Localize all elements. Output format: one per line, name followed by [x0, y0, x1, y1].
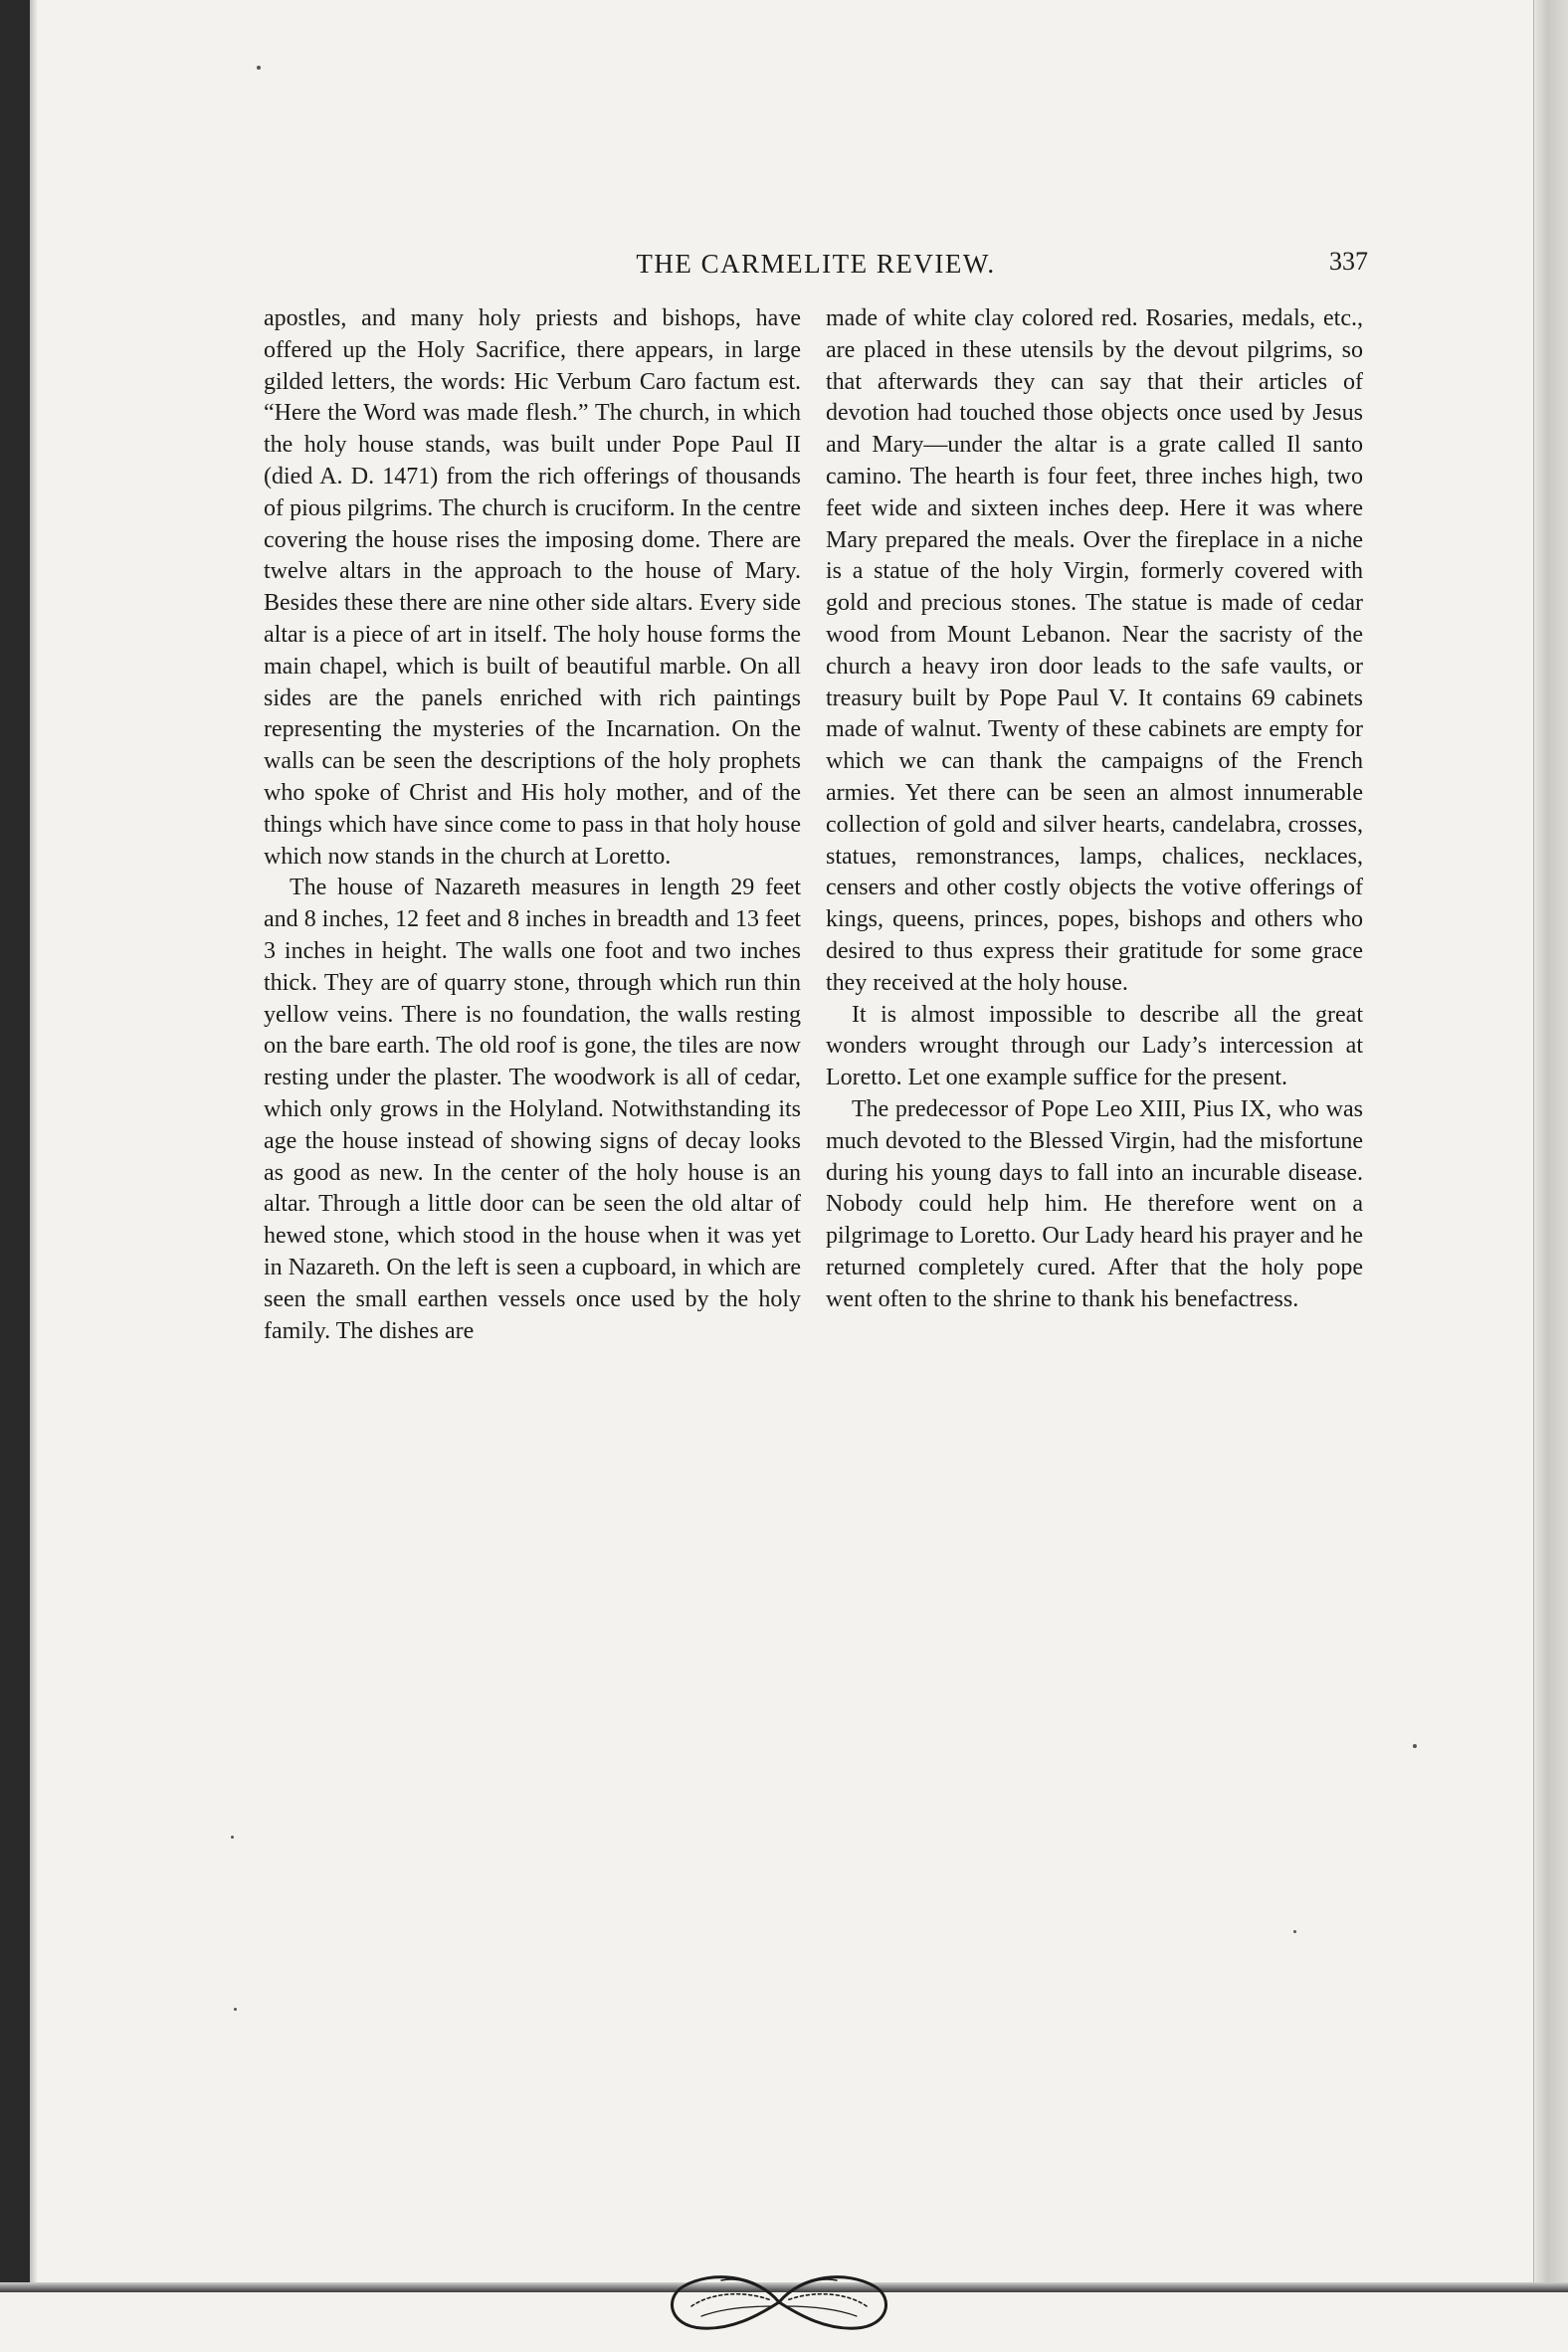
paragraph: apostles, and many holy priests and bishops, have offered up the Holy Sacrifice, there appears, in large gilded letters, the words: Hic Verbum Caro factum est. “Here the Word was made flesh.” The church, in which the holy house stands, was built under Pope Paul II (died A. D. 1471) from the rich offerings of thousands of pious pilgrims. The church is cruciform. In the centre covering the house rises the imposing dome. There are twelve altars in the approach to the house of Mary. Besides these there are nine other side altars. Every side altar is a piece of art in itself. The holy house forms the main chapel, which is built of beautiful marble. On all sides are the panels enriched with rich paintings representing the mysteries of the Incarnation. On the walls can be seen the descriptions of the holy prophets who spoke of Christ and His holy mother, and of the things which have since come to pass in that holy house which now stands in the church at Loretto.: [264, 305, 801, 870]
left-text-column: [264, 303, 801, 1347]
page-number: 337: [1329, 247, 1368, 276]
speck: [234, 2008, 237, 2011]
flourish-svg: [662, 2256, 896, 2348]
paragraph: The predecessor of Pope Leo XIII, Pius IX, who was much devoted to the Blessed Virgin, had the misfortune during his young days to fall into an incurable disease. Nobody could help him. He therefore went on a pilgrimage to Loretto. Our Lady heard his prayer and he returned completely cured. After that the holy pope went often to the shrine to thank his benefactress.: [826, 1095, 1363, 1312]
speck: [1413, 1744, 1417, 1748]
paragraph: It is almost impossible to describe all the great wonders wrought through our Lady’s intercession at Loretto. Let one example suffice for the present.: [826, 1001, 1363, 1091]
running-header: [264, 247, 1368, 287]
speck: [257, 66, 261, 70]
paragraph: made of white clay colored red. Rosaries, medals, etc., are placed in these utensils by the devout pilgrims, so that afterwards they can say that their articles of devotion had touched those objects once used by Jesus and Mary—under the altar is a grate called Il santo camino. The hearth is four feet, three inches high, two feet wide and sixteen inches deep. Here it was where Mary prepared the meals. Over the fireplace in a niche is a statue of the holy Virgin, formerly covered with gold and precious stones. The statue is made of cedar wood from Mount Lebanon. Near the sacristy of the church a heavy iron door leads to the safe vaults, or treasury built by Pope Paul V. It contains 69 cabinets made of walnut. Twenty of these cabinets are empty for which we can thank the campaigns of the French armies. Yet there can be seen an almost innumerable collection of gold and silver hearts, candelabra, crosses, statues, remonstrances, lamps, chalices, necklaces, censers and other costly objects the votive offerings of kings, queens, princes, popes, bishops and others who desired to thus express their gratitude for some grace they received at the holy house.: [826, 305, 1363, 996]
right-text-column: [826, 303, 1363, 1316]
paragraph: The house of Nazareth measures in length 29 feet and 8 inches, 12 feet and 8 inches in breadth and 13 feet 3 inches in height. The walls one foot and two inches thick. They are of quarry stone, through which run thin yellow veins. There is no foundation, the walls resting on the bare earth. The old roof is gone, the tiles are now resting under the plaster. The woodwork is all of cedar, which only grows in the Holyland. Notwithstanding its age the house instead of showing signs of decay looks as good as new. In the center of the holy house is an altar. Through a little door can be seen the old altar of hewed stone, which stood in the house when it was yet in Nazareth. On the left is seen a cupboard, in which are seen the small earthen vessels once used by the holy family. The dishes are: [264, 875, 801, 1344]
page-fore-edge: [1533, 0, 1568, 2292]
printer-flourish-icon: [662, 2256, 896, 2348]
page-binding-shadow: [0, 0, 30, 2292]
speck: [1293, 1930, 1296, 1933]
speck: [231, 1836, 234, 1839]
running-title: THE CARMELITE REVIEW.: [636, 249, 996, 279]
